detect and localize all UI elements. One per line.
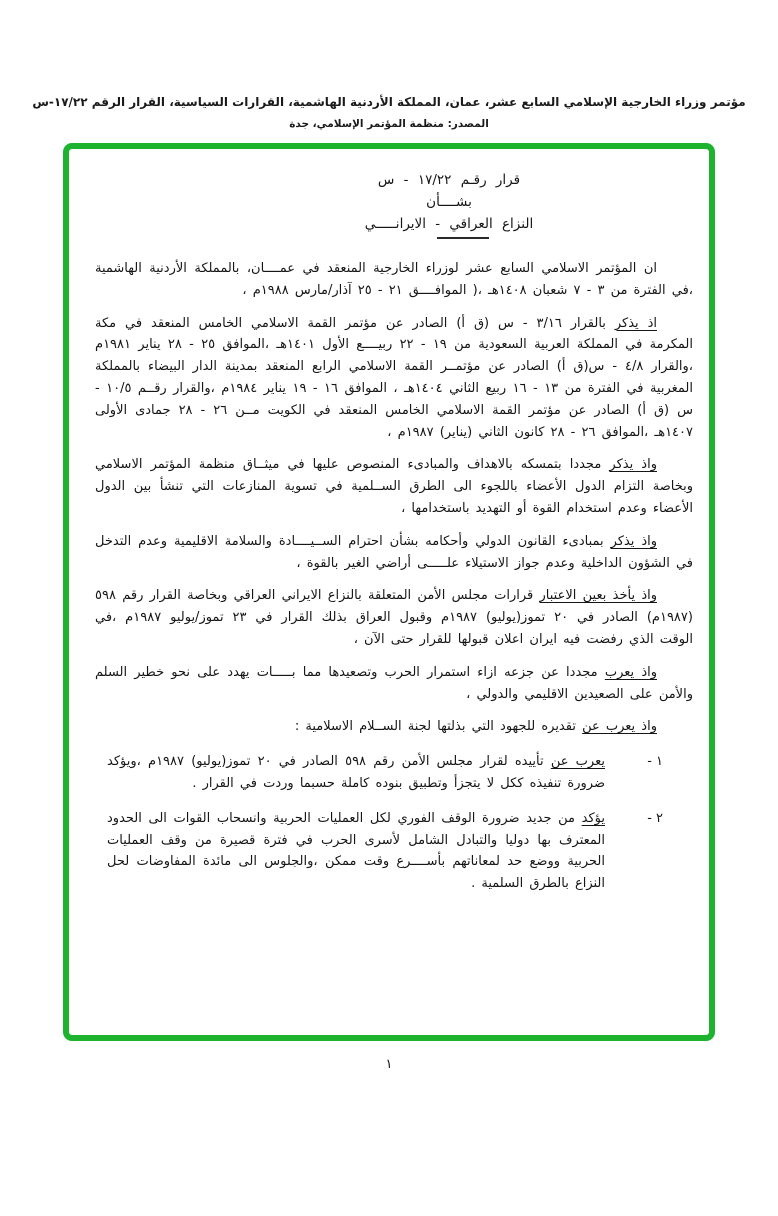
- preamble-lead: واذ يذكر: [609, 457, 657, 473]
- preamble-paragraph: [95, 716, 693, 738]
- preamble-paragraph: [95, 662, 693, 706]
- preamble-paragraph: [95, 258, 693, 302]
- preamble-text: بمبادىء القانون الدولي وأحكامه بشأن احترام الســيــــادة والسلامة الاقليمية وعدم التدخل في الشؤون الداخلية وعدم جواز الاستيلاء علـــــى أراضي الغير بالقوة ،: [95, 533, 693, 571]
- preamble-text: قرارات مجلس الأمن المتعلقة بالنزاع الايراني العراقي وبخاصة القرار رقم ٥٩٨ (١٩٨٧م) الصادر في ٢٠ تموز(يوليو) ١٩٨٧م وقبول العراق بذلك القرار في ٢٣ تموز/يوليو ١٩٨٧م ،في الوقت الذي رفضت فيه ايران اعلان قبولها للقرار حتى الآن ،: [95, 588, 693, 647]
- resolution-item: [95, 751, 693, 795]
- masthead-source: المصدر: منظمة المؤتمر الإسلامي، جدة: [289, 118, 489, 130]
- item-lead: يؤكد: [581, 810, 605, 826]
- preamble-paragraph: [95, 313, 693, 444]
- resolution-number-line: قرار رقـم ١٧/٢٢ - س: [377, 172, 521, 188]
- item-text: [95, 808, 605, 895]
- preamble-text: ان المؤتمر الاسلامي السابع عشر لوزراء الخارجية المنعقد في عمــــان، بالمملكة الأردنية الهاشمية ،في الفترة من ٣ - ٧ شعبان ١٤٠٨هـ ،( الموافــــق ٢١ - ٢٥ آذار/مارس ١٩٨٨م ،: [95, 261, 693, 298]
- item-number: ١ -: [647, 754, 663, 770]
- item-lead: يعرب عن: [550, 754, 605, 770]
- preamble-text: تقديره للجهود التي بذلتها لجنة الســلام الاسلامية :: [294, 719, 583, 735]
- preamble-lead: واذ يذكر: [610, 533, 657, 549]
- preamble-lead: واذ يأخذ بعين الاعتبار: [539, 588, 658, 604]
- preamble-paragraph: [95, 454, 693, 519]
- preamble-text: بالقرار ٣/١٦ - س (ق أ) الصادر عن مؤتمر القمة الاسلامي الخامس المنعقد في مكة المكرمة في المملكة العربية السعودية من ١٩ - ٢٢ ربيــــع الأول ١٤٠١هـ ،الموافق ٢٥ - ٢٨ يناير ١٩٨١م ،والقرار ٤/٨ - س(ق أ) الصادر عن مؤتمــر القمة الاسلامي الرابع المنعقد بمدينة الدار البيضاء بالمملكة المغربية في الفترة من ١٣ - ١٦ ربيع الثاني ١٤٠٤هـ ، الموافق ١٦ - ١٩ يناير ١٩٨٤م ،والقرار رقــم ١٠/٥ - س (ق أ) الصادر عن مؤتمر القمة الاسلامي الخامس المنعقد في الكويت مــن ٢٦ - ٢٨ جمادى الأولى ١٤٠٧هـ ،الموافق ٢٦ - ٢٨ كانون الثاني (يناير) ١٩٨٧م ،: [95, 315, 693, 440]
- item-number: ٢ -: [647, 810, 663, 826]
- masthead: [0, 95, 778, 130]
- resolution-item: [95, 808, 693, 895]
- item-body: من جديد ضرورة الوقف الفوري لكل العمليات الحربية وانسحاب القوات الى الحدود المعترف بها دوليا والتبادل الشامل لأسرى الحرب في فترة قصيرة من وقف العمليات الحربية ووضع حد لمعاناتهم بأســــرع وقت ممكن ،والجلوس الى مائدة المفاوضات لحل النزاع بالطرق السلمية .: [107, 810, 605, 892]
- preamble-paragraph: [95, 531, 693, 575]
- resolution-title: [150, 169, 715, 239]
- preamble-paragraph: [95, 585, 693, 650]
- preamble-lead: واذ يعرب: [604, 664, 657, 680]
- masthead-title: مؤتمر وزراء الخارجية الإسلامي السابع عشر، عمان، المملكة الأردنية الهاشمية، القرارات السياسية، القرار الرقم ١٧/٢٢-س: [32, 95, 746, 109]
- resolution-subject-line: النزاع العراقي - الايرانـــــي: [364, 216, 534, 232]
- page-number: ١: [385, 1057, 393, 1072]
- preamble-text: مجددا عن جزعه ازاء استمرار الحرب وتصعيدها مما بـــــات يهدد على نحو خطير السلم والأمن على الصعيدين الاقليمي والدولي ،: [95, 664, 693, 702]
- preamble-text: مجددا بتمسكه بالاهداف والمبادىء المنصوص عليها في ميثــاق منظمة المؤتمر الاسلامي وبخاصة التزام الدول الأعضاء باللجوء الى الطرق الســلمية في تسوية المنازعات التي تنشأ بين الدول الأعضاء وعدم استخدام القوة أو التهديد باستخدامها ،: [95, 457, 693, 516]
- preamble-lead: اذ يذكر: [614, 315, 657, 331]
- item-text: [95, 751, 605, 795]
- scanned-document-frame: [63, 143, 715, 1041]
- item-body: تأييده لقرار مجلس الأمن رقم ٥٩٨ الصادر في ٢٠ تموز(يوليو) ١٩٨٧م ،ويؤكد ضرورة تنفيذه ككل لا يتجزأ وتطبيق بنوده كاملة حسبما وردت في القرار .: [107, 754, 605, 791]
- resolution-concerning-line: بشــــأن: [426, 194, 472, 210]
- title-underline: [437, 237, 489, 239]
- preamble-lead: واذ يعرب عن: [582, 719, 657, 735]
